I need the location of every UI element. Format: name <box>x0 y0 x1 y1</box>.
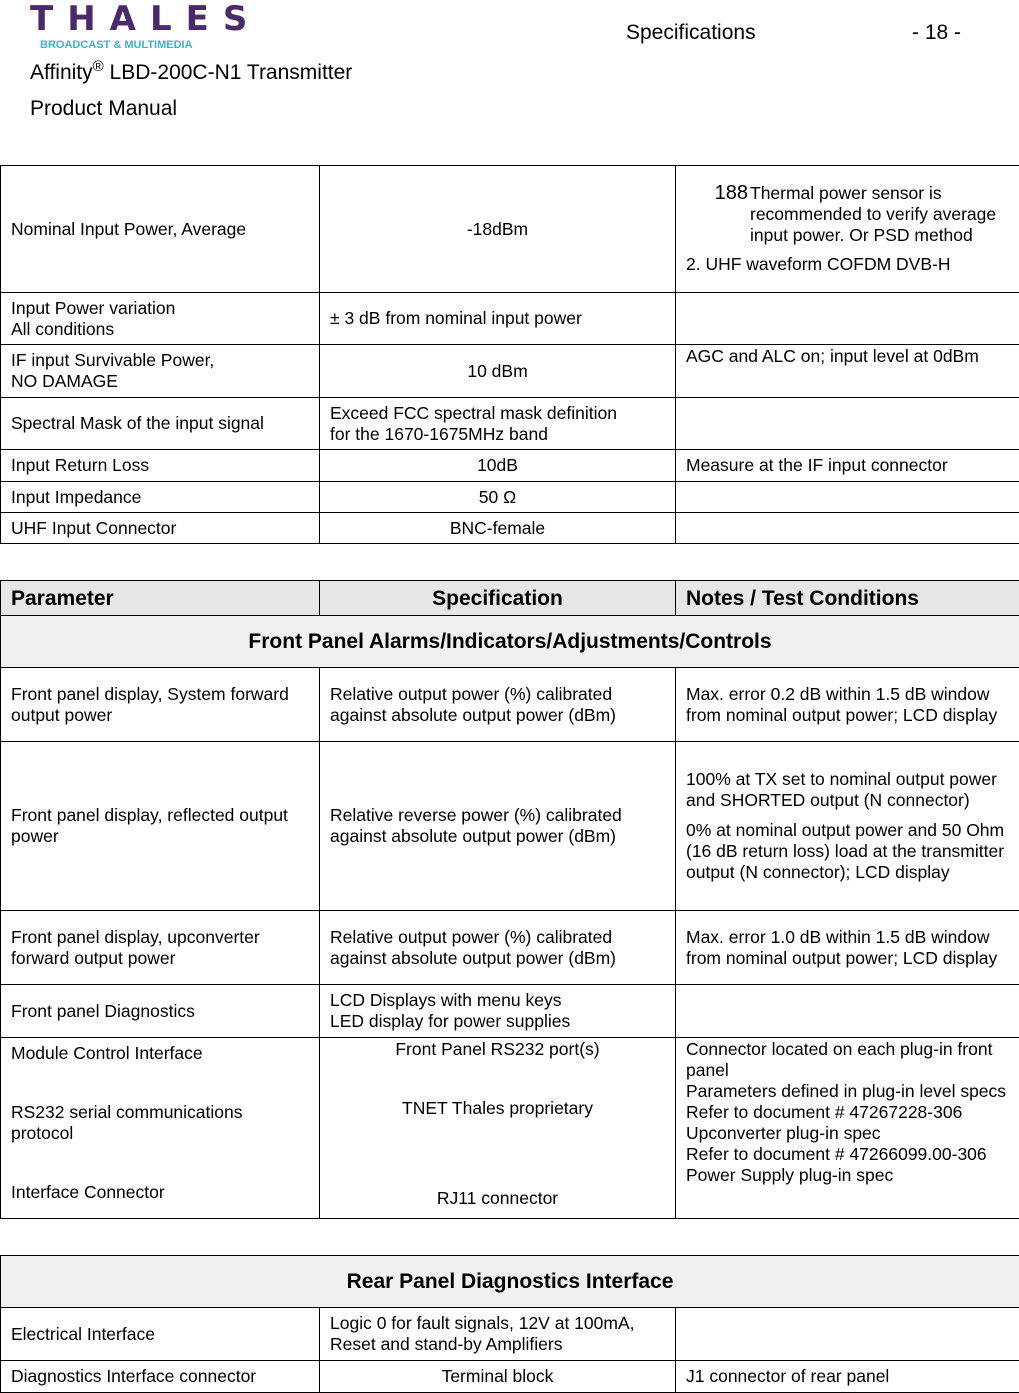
table-row <box>1 482 1019 513</box>
header-row <box>1 581 1019 616</box>
spec-cell: ± 3 dB from nominal input power <box>320 293 676 345</box>
spec-text: Logic 0 for fault signals, 12V at 100mA, <box>330 1313 665 1334</box>
param-text: RS232 serial communications protocol <box>11 1102 271 1144</box>
spec-text: LED display for power supplies <box>330 1011 665 1032</box>
param-cell: Front panel Diagnostics <box>1 985 320 1038</box>
product-name: Affinity <box>30 61 93 84</box>
col-header-parameter: Parameter <box>1 581 320 616</box>
notes-cell: Max. error 1.0 dB within 1.5 dB window from nominal output power; LCD display <box>676 911 1019 985</box>
table-row <box>1 1038 1019 1219</box>
notes-text: Connector located on each plug-in front panel <box>686 1039 1009 1081</box>
notes-text: Refer to document # 47267228-306 Upconverter plug-in spec <box>686 1102 1009 1144</box>
input-spec-table <box>0 165 1019 544</box>
notes-text: 0% at nominal output power and 50 Ohm (16 dB return loss) load at the transmitter output (N connector); LCD display <box>686 820 1009 883</box>
param-cell: Nominal Input Power, Average <box>1 166 320 293</box>
rear-panel-table <box>0 1255 1019 1393</box>
footnote-number: 188 <box>714 183 750 246</box>
table-row <box>1 985 1019 1038</box>
notes-cell <box>676 166 1019 293</box>
table-row <box>1 742 1019 911</box>
param-cell: Front panel display, reflected output power <box>1 742 320 911</box>
param-cell: Electrical Interface <box>1 1308 320 1361</box>
spec-text: Reset and stand-by Amplifiers <box>330 1334 665 1355</box>
table-row <box>1 1308 1019 1361</box>
table-row <box>1 166 1019 293</box>
notes-text: 100% at TX set to nominal output power and SHORTED output (N connector) <box>686 769 1009 811</box>
front-panel-table <box>0 580 1019 1219</box>
notes-cell: Measure at the IF input connector <box>676 450 1019 482</box>
table-row <box>1 398 1019 450</box>
spec-cell: 10 dBm <box>320 345 676 398</box>
param-cell: Input Power variation <box>11 298 309 319</box>
param-cell: Input Impedance <box>1 482 320 513</box>
param-sub: NO DAMAGE <box>11 371 309 392</box>
footnote <box>686 183 1009 246</box>
model: LBD-200C-N1 Transmitter <box>104 61 353 84</box>
table-row <box>1 1361 1019 1393</box>
footnote-text: Thermal power sensor is recommended to verify average input power. Or PSD method <box>750 183 1009 246</box>
spec-text: TNET Thales proprietary <box>330 1098 665 1119</box>
spec-cell-line2: for the 1670-1675MHz band <box>330 424 665 445</box>
notes-text: Parameters defined in plug-in level specs <box>686 1081 1009 1102</box>
section-row <box>1 616 1019 668</box>
spec-cell: Relative reverse power (%) calibrated against absolute output power (dBm) <box>320 742 676 911</box>
param-cell: IF input Survivable Power, <box>11 350 309 371</box>
spec-cell: 50 Ω <box>320 482 676 513</box>
section-title: Specifications <box>626 20 756 46</box>
param-cell: Front panel display, upconverter forward output power <box>1 911 320 985</box>
registered-mark: ® <box>93 58 104 75</box>
spec-cell: Exceed FCC spectral mask definition <box>330 403 665 424</box>
col-header-specification: Specification <box>320 581 676 616</box>
spec-cell: 10dB <box>320 450 676 482</box>
table-row <box>1 293 1019 345</box>
notes-cell: AGC and ALC on; input level at 0dBm <box>676 345 1019 398</box>
param-cell: Spectral Mask of the input signal <box>1 398 320 450</box>
logo-text: THALES <box>30 0 261 38</box>
product-title <box>30 60 352 86</box>
spec-text: Front Panel RS232 port(s) <box>330 1039 665 1060</box>
notes-cell <box>676 1308 1019 1361</box>
param-text: Interface Connector <box>11 1182 309 1203</box>
notes-cell <box>676 293 1019 345</box>
table-row <box>1 668 1019 742</box>
spec-cell: -18dBm <box>320 166 676 293</box>
notes-cell: Max. error 0.2 dB within 1.5 dB window from nominal output power; LCD display <box>676 668 1019 742</box>
spec-cell: BNC-female <box>320 513 676 544</box>
note-text: 2. UHF waveform COFDM DVB-H <box>686 254 1009 275</box>
notes-cell <box>676 398 1019 450</box>
thales-logo <box>30 0 261 52</box>
param-cell: UHF Input Connector <box>1 513 320 544</box>
doc-title: Product Manual <box>30 96 177 122</box>
param-cell: Diagnostics Interface connector <box>1 1361 320 1393</box>
table-row <box>1 513 1019 544</box>
param-text: Module Control Interface <box>11 1043 309 1064</box>
table-row <box>1 345 1019 398</box>
notes-cell <box>676 985 1019 1038</box>
section-title: Front Panel Alarms/Indicators/Adjustments/Controls <box>1 616 1019 668</box>
spec-text: LCD Displays with menu keys <box>330 990 665 1011</box>
spec-cell: Relative output power (%) calibrated against absolute output power (dBm) <box>320 668 676 742</box>
param-cell: Input Return Loss <box>1 450 320 482</box>
page-number: - 18 - <box>912 20 961 46</box>
spec-cell: Terminal block <box>320 1361 676 1393</box>
notes-cell <box>676 513 1019 544</box>
table-row <box>1 450 1019 482</box>
section-title: Rear Panel Diagnostics Interface <box>1 1256 1019 1308</box>
section-row <box>1 1256 1019 1308</box>
notes-text: Refer to document # 47266099.00-306 Power Supply plug-in spec <box>686 1144 1009 1186</box>
logo-subtitle: BROADCAST & MULTIMEDIA <box>40 39 261 52</box>
notes-cell: J1 connector of rear panel <box>676 1361 1019 1393</box>
param-sub: All conditions <box>11 319 309 340</box>
spec-cell: Relative output power (%) calibrated against absolute output power (dBm) <box>320 911 676 985</box>
param-cell: Front panel display, System forward output power <box>1 668 320 742</box>
spec-text: RJ11 connector <box>330 1188 665 1209</box>
col-header-notes: Notes / Test Conditions <box>676 581 1019 616</box>
notes-cell <box>676 482 1019 513</box>
table-row <box>1 911 1019 985</box>
